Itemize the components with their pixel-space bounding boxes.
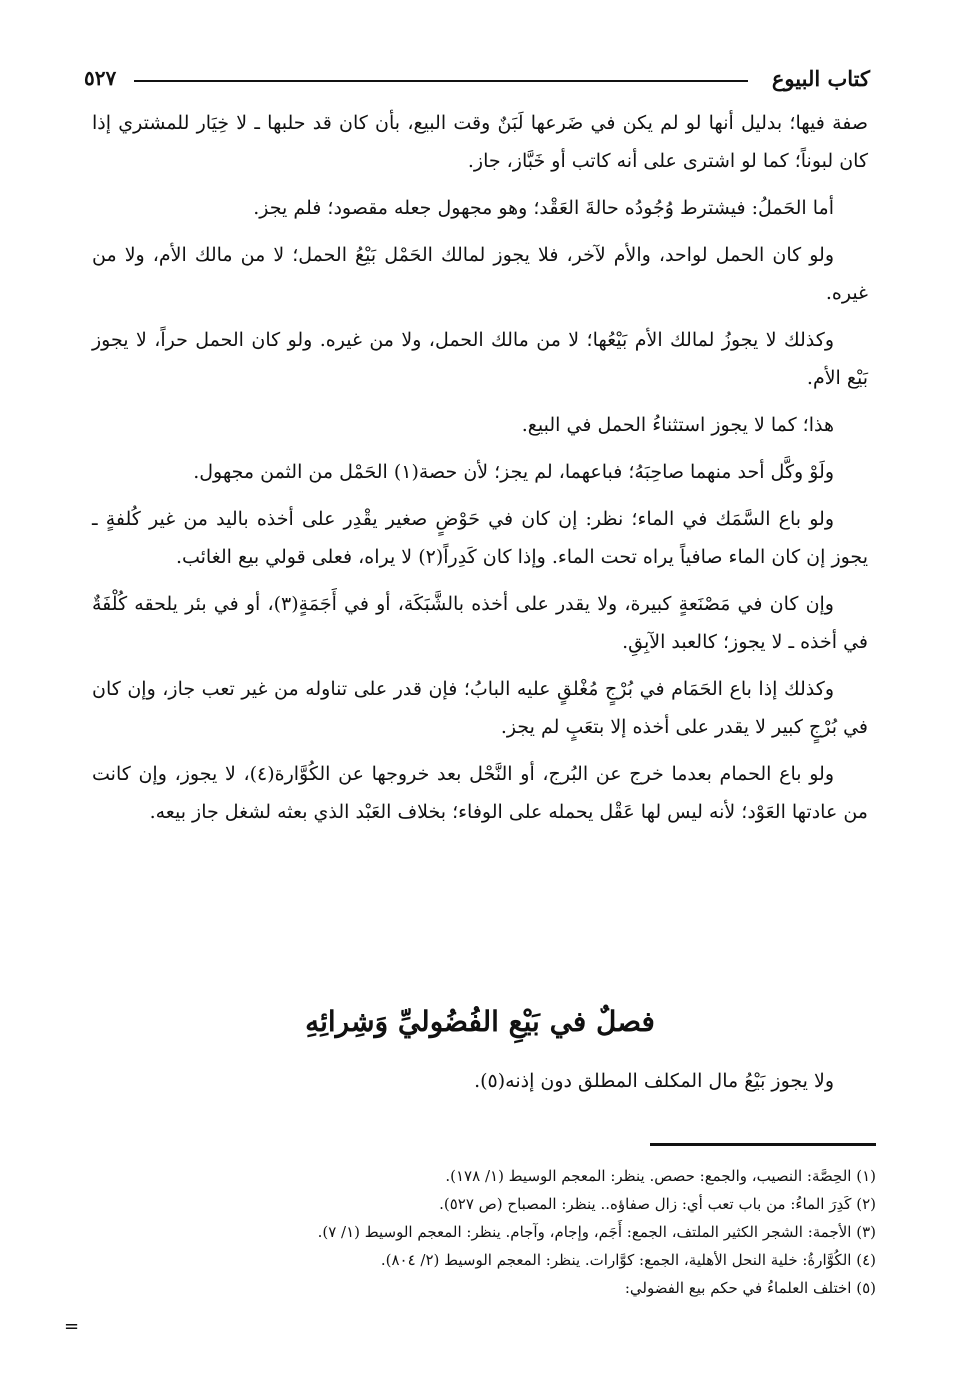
paragraph: وكذلك لا يجوزُ لمالك الأم بَيْعُها؛ لا من مالك الحمل، ولا من غيره. ولو كان الحمل حراً، لا يجوز بَيْع الأم.	[92, 329, 868, 389]
footnote-separator	[650, 1143, 876, 1146]
paragraph: ولَوْ وكَّل أحد منهما صاحِبَهُ؛ فباعهما، لم يجز؛ لأن حصة(١) الحَمْل من الثمن مجهول.	[193, 461, 834, 483]
book-title: كتاب البيوع	[771, 66, 870, 91]
footnote: (٣) الأجمة: الشجر الكثير الملتف، الجمع: أَجَم، وإجام، وآجام. ينظر: المعجم الوسيط (١/ ٧).	[317, 1223, 876, 1241]
paragraph: هذا؛ كما لا يجوز استثناءُ الحمل في البيع.	[521, 414, 834, 436]
paragraph: ولو باع الحمام بعدما خرج عن البُرج، أو النَّحْل بعد خروجها عن الكُوَّارة(٤)، لا يجوز، وإن كانت من عادتها العَوْد؛ لأنه ليس لها عَقْل يحمله على الوفاء؛ بخلاف العَبْد الذي بعثه لشغل جاز بيعه.	[92, 763, 868, 823]
header-rule	[134, 80, 748, 82]
paragraph: ولو باع السَّمَك في الماء؛ نظر: إن كان في حَوْضٍ صغير يقْدِر على أخذه باليد من غير كُلفةٍ ـ يجوز إن كان الماء صافياً يراه تحت الماء. وإذا كان كَدِراً(٢) لا يراه، فعلى قولي بيع الغائب.	[92, 508, 868, 568]
paragraph: صفة فيها؛ بدليل أنها لو لم يكن في ضَرعها لَبَنٌ وقت البيع، بأن كان قد حلبها ـ لا خِيَار للمشتري إذا كان لبوناً؛ كما لو اشترى على أنه كاتب أو خَبَّاز، جاز.	[92, 112, 868, 172]
paragraph: وكذلك إذا باع الحَمَام في بُرْجٍ مُغْلقٍ عليه البابُ؛ فإن قدر على تناوله من غير تعب جاز، وإن كان في بُرْجٍ كبير لا يقدر على أخذه إلا بتعَبٍ لم يجز.	[92, 678, 868, 738]
section-first-paragraph: ولا يجوز بَيْعُ مال المكلف المطلق دون إذنه(٥).	[474, 1070, 834, 1092]
footnote: (١) الحِصَّة: النصيب، والجمع: حصص. ينظر: المعجم الوسيط (١/ ١٧٨).	[445, 1167, 876, 1185]
main-text	[92, 104, 868, 840]
paragraph: ولو كان الحمل لواحد، والأم لآخر، فلا يجوز لمالك الحَمْل بَيْعُ الحمل؛ لا من مالك الأم، ولا من غيره.	[92, 244, 868, 304]
paragraph: وإن كان في مَصْنَعةٍ كبيرة، ولا يقدر على أخذه بالشَّبَكَة، أو في أَجَمَةٍ(٣)، أو في بئر يلحقه كُلْفَةٌ في أخذه ـ لا يجوز؛ كالعبد الآبِقِ.	[92, 593, 868, 653]
running-header	[84, 66, 870, 96]
page-number: ٥٢٧	[84, 66, 117, 90]
footnote: (٥) اختلف العلماءُ في حكم بيع الفضولي:	[624, 1279, 876, 1297]
footnote: (٤) الكُوَّارةُ: خلية النحل الأهلية، الجمع: كوَّارات. ينظر: المعجم الوسيط (٢/ ٨٠٤).	[380, 1251, 876, 1269]
footnotes	[92, 1162, 876, 1302]
paragraph: أما الحَملُ: فيشترط وُجُودُه حالةَ العَقْد؛ وهو مجهول جعله مقصود؛ فلم يجز.	[253, 197, 834, 219]
footnote: (٢) كَدِرَ الماءُ: من باب تعب أي: زال صفاؤه.. ينظر: المصباح (ص ٥٢٧).	[439, 1195, 876, 1213]
continuation-marker: =	[64, 1316, 80, 1337]
section-heading: فصلٌ في بَيْعِ الفُضُوليِّ وَشِرائِهِ	[305, 1005, 655, 1038]
